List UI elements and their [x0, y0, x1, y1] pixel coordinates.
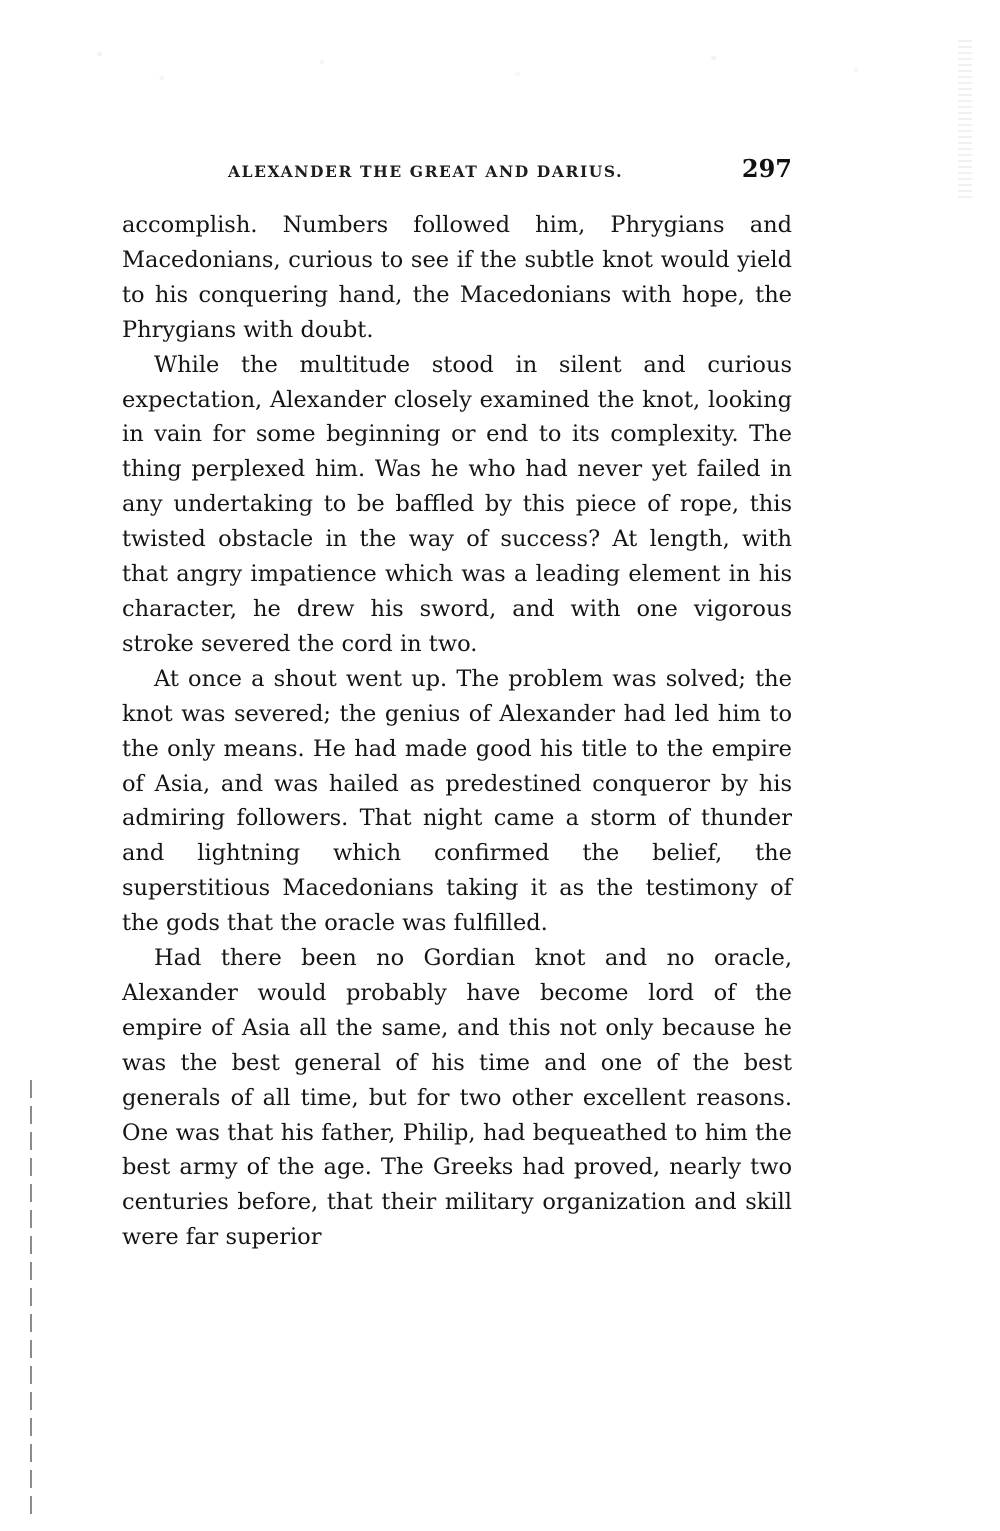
page-smudge	[55, 30, 945, 110]
paragraph-continuation: accomplish. Numbers followed him, Phrygians and Macedonians, curious to see if the subtle knot would yield to his conquering hand, the Macedonians with hope, the Phrygians with doubt.	[122, 212, 792, 343]
paragraph-shout: At once a shout went up. The problem was solved; the knot was severed; the genius of Alexander had led him to the only means. He had made good his title to the empire of Asia, and was hailed as predestined conqueror by his admiring followers. That night came a storm of thunder and lightning which confirmed the belief, the superstitious Macedonians taking it as the testimony of the gods that the oracle was fulfilled.	[122, 665, 792, 937]
scan-edge-left	[30, 1080, 32, 1520]
body-text	[122, 208, 792, 1255]
page-header	[122, 154, 792, 194]
page-number: 297	[741, 154, 792, 183]
running-head: ALEXANDER THE GREAT AND DARIUS.	[228, 162, 624, 181]
scan-edge-right	[958, 40, 972, 200]
paragraph-gordian-knot: Had there been no Gordian knot and no oracle, Alexander would probably have become lord of the empire of Asia all the same, and this not only because he was the best general of his time and one of the best generals of all time, but for two other excellent reasons. One was that his father, Philip, had bequeathed to him the best army of the age. The Greeks had proved, nearly two centuries before, that their military organization and skill were far superior	[122, 945, 792, 1251]
paragraph-examination: While the multitude stood in silent and curious expectation, Alexander closely examined the knot, looking in vain for some beginning or end to its complexity. The thing perplexed him. Was he who had never yet failed in any undertaking to be baffled by this piece of rope, this twisted obstacle in the way of success? At length, with that angry impatience which was a leading element in his character, he drew his sword, and with one vigorous stroke severed the cord in two.	[122, 351, 792, 657]
